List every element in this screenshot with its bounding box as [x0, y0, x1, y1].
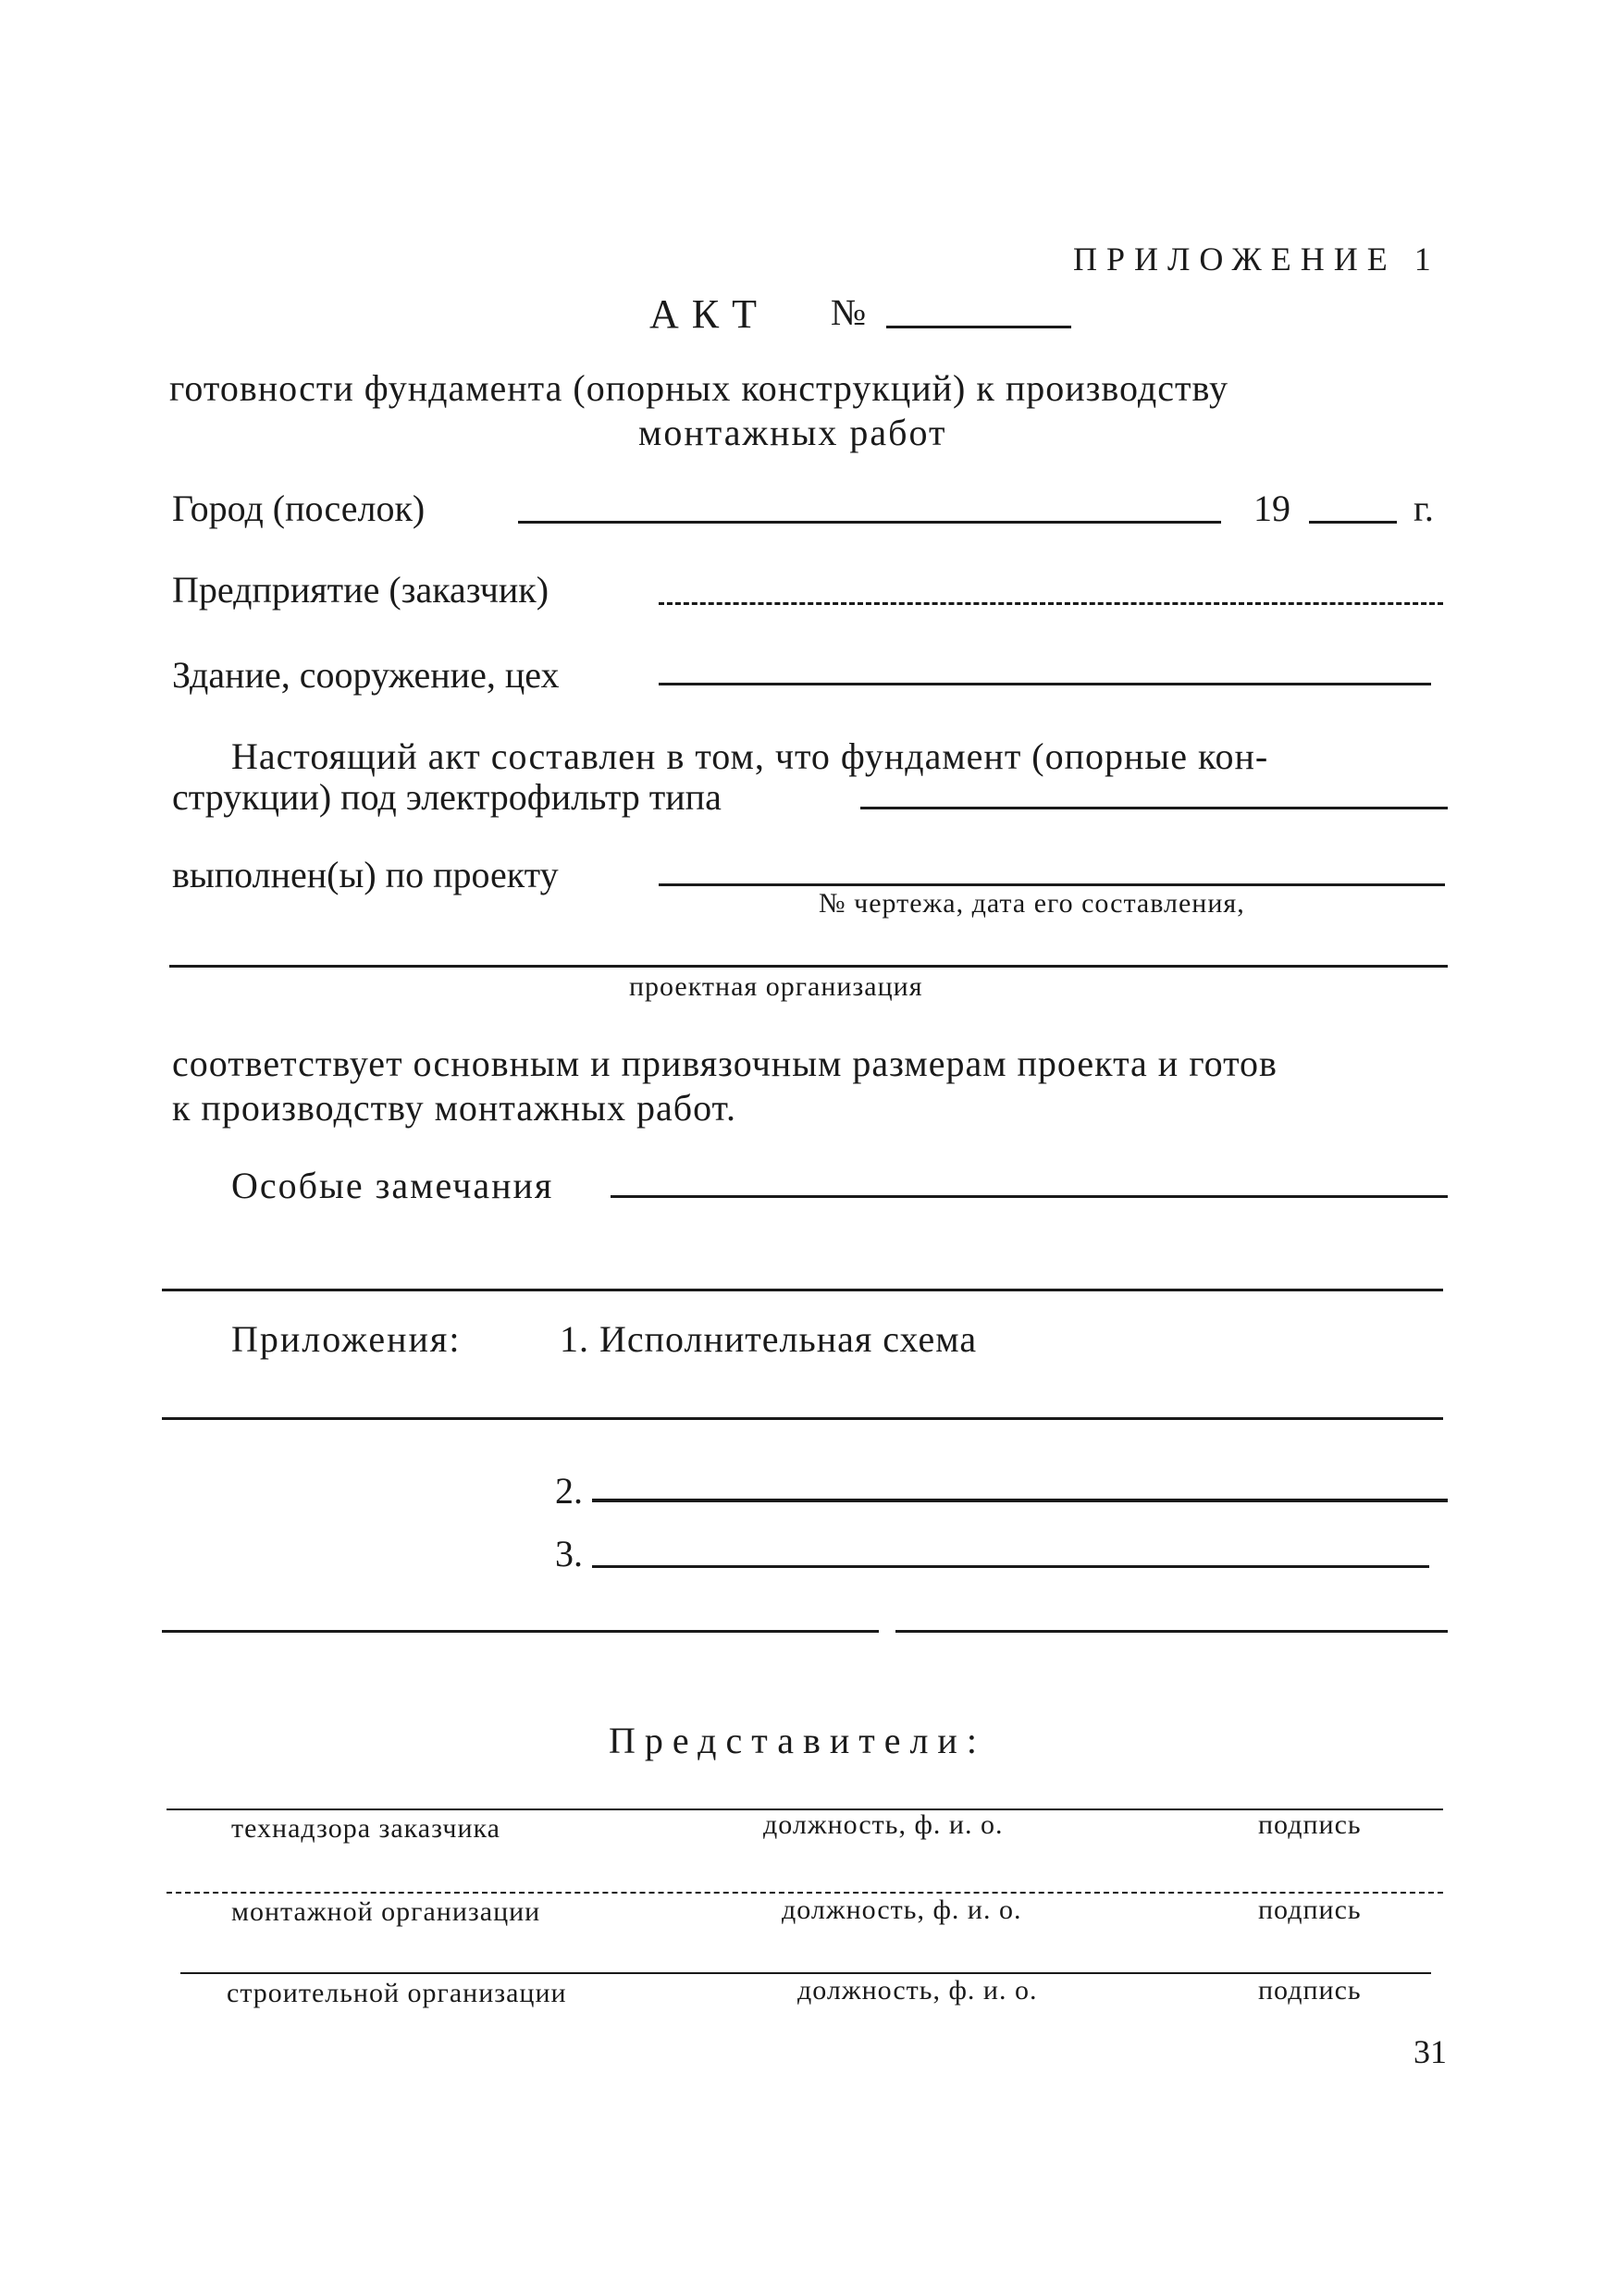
project-label: выполнен(ы) по проекту [172, 854, 559, 895]
attachments-label: Приложения: [231, 1318, 462, 1360]
year-prefix: 19 [1253, 488, 1290, 529]
enterprise-label: Предприятие (заказчик) [172, 569, 549, 611]
attachment-field-3[interactable] [592, 1565, 1429, 1568]
enterprise-field[interactable] [659, 602, 1443, 605]
subtitle-line2: монтажных работ [638, 412, 947, 453]
conformity-line1: соответствует основным и привязочным размерам проекта и готов [172, 1043, 1278, 1084]
org-hint: проектная организация [629, 971, 923, 1002]
rep-position-3: должность, ф. и. о. [797, 1975, 1038, 2006]
project-hint: № чертежа, дата его составления, [819, 888, 1245, 919]
statement-line2: струкции) под электрофильтр типа [172, 776, 722, 818]
act-title: АКТ [649, 291, 770, 337]
subtitle-line1: готовности фундамента (опорных конструкций) к производству [169, 367, 1228, 409]
rep-org-3: строительной организации [227, 1978, 567, 2008]
building-field[interactable] [659, 683, 1431, 685]
page-number: 31 [1414, 2033, 1447, 2070]
appendix-label: ПРИЛОЖЕНИЕ 1 [1073, 241, 1440, 278]
representatives-heading: Представители: [609, 1720, 986, 1761]
year-field[interactable] [1309, 521, 1397, 524]
remarks-field[interactable] [611, 1195, 1448, 1198]
attachment-item-1: 1. Исполнительная схема [560, 1318, 978, 1360]
city-label: Город (поселок) [172, 488, 426, 529]
rep-sign-2: подпись [1258, 1895, 1362, 1925]
city-field[interactable] [518, 521, 1221, 524]
attachment-field-2[interactable] [592, 1499, 1448, 1502]
conformity-line2: к производству монтажных работ. [172, 1087, 737, 1129]
attachment-field-1[interactable] [162, 1417, 1443, 1420]
attachment-item-2: 2. [555, 1470, 583, 1512]
rep-org-1: технадзора заказчика [231, 1813, 500, 1844]
act-number-field[interactable] [886, 326, 1071, 328]
rep-org-2: монтажной организации [231, 1896, 541, 1927]
signature-line-2[interactable] [167, 1892, 1443, 1894]
act-number-sign: № [831, 291, 867, 333]
year-suffix: г. [1414, 488, 1434, 529]
filter-type-field[interactable] [860, 807, 1448, 809]
remarks-field-2[interactable] [162, 1289, 1443, 1291]
rep-position-2: должность, ф. и. о. [782, 1895, 1022, 1925]
building-label: Здание, сооружение, цех [172, 654, 560, 696]
rep-position-1: должность, ф. и. о. [763, 1809, 1004, 1840]
rep-sign-3: подпись [1258, 1975, 1362, 2006]
signature-line-3[interactable] [180, 1972, 1431, 1974]
attachment-field-4b[interactable] [895, 1630, 1448, 1633]
rep-sign-1: подпись [1258, 1809, 1362, 1840]
project-org-field[interactable] [169, 965, 1448, 968]
remarks-label: Особые замечания [231, 1165, 554, 1206]
project-field[interactable] [659, 883, 1445, 886]
attachment-item-3: 3. [555, 1533, 583, 1574]
statement-line1: Настоящий акт составлен в том, что фундамент (опорные кон- [231, 735, 1269, 777]
attachment-field-4a[interactable] [162, 1630, 879, 1633]
